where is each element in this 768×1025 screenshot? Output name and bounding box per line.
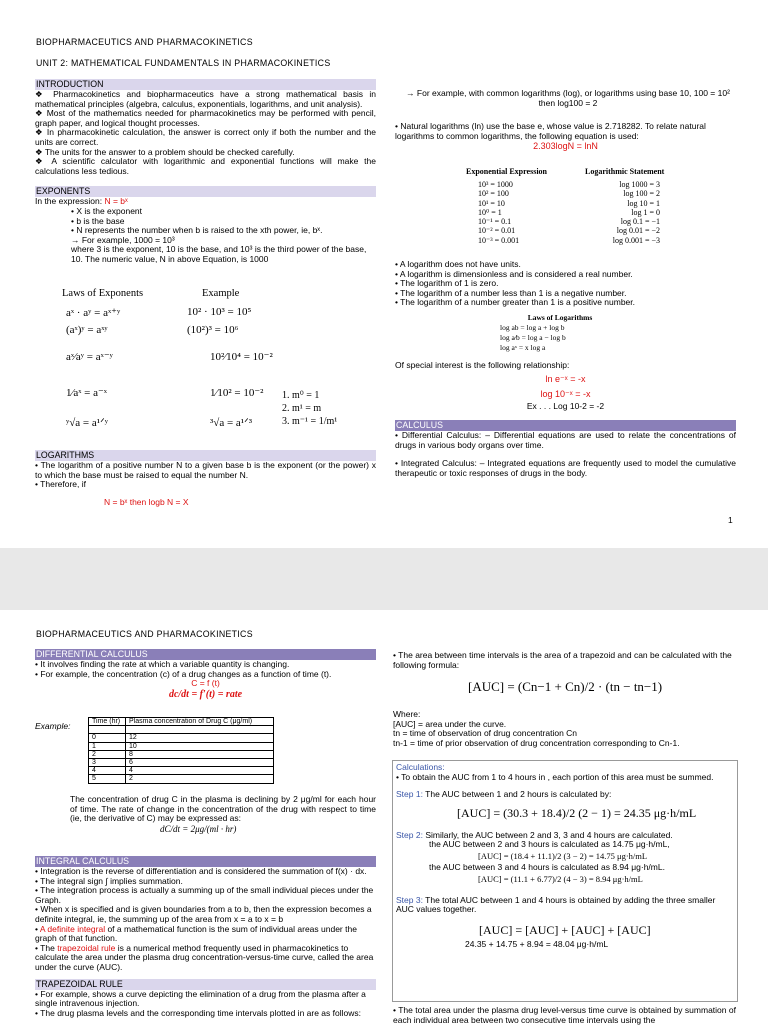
text-fragment: of a mathematical function is the sum of individual areas under the graph of that function. xyxy=(35,923,357,944)
log-row: log 0.1 = −1 xyxy=(620,217,660,227)
exp-row: 10³ = 1000 xyxy=(478,180,513,189)
exponent-rule: 2. m¹ = m xyxy=(282,403,322,414)
differential-section xyxy=(35,649,376,700)
special-relationship-intro: Of special interest is the following relationship: xyxy=(395,360,570,370)
unit-title: UNIT 2: MATHEMATICAL FUNDAMENTALS IN PHARMACOKINETICS xyxy=(36,58,331,68)
exp-row: 10² = 100 xyxy=(478,189,509,199)
table-cell: 1 xyxy=(89,742,126,750)
step-2a: the AUC between 2 and 3 hours is calculated as 14.75 μg·h/mL, xyxy=(429,839,670,850)
laws-of-logarithms xyxy=(500,323,566,353)
rate-equation: dC/dt = 2μg/(ml · hr) xyxy=(160,824,237,834)
calculations-title: Calculations: xyxy=(396,762,445,772)
integral-line xyxy=(35,944,376,973)
table-row xyxy=(89,750,274,758)
expression: N = bˣ xyxy=(104,196,128,207)
section-heading-introduction: INTRODUCTION xyxy=(35,79,376,90)
definition: tn-1 = time of prior observation of drug concentration corresponding to Cn-1. xyxy=(393,737,680,748)
log-fact: • The logarithm of 1 is zero. xyxy=(395,278,499,289)
exponent-law: (aˣ)ʸ = aˣʸ xyxy=(66,324,108,336)
step-2b-equation: [AUC] = (11.1 + 6.77)/2 (4 − 3) = 8.94 μg·h/mL xyxy=(478,873,643,884)
table-spacer-row xyxy=(89,726,274,734)
table-row xyxy=(89,767,274,775)
natural-log-equation: 2.303logN = lnN xyxy=(533,141,598,151)
laws-of-logarithms-title: Laws of Logarithms xyxy=(527,313,593,322)
exponent-line: where 3 is the exponent, 10 is the base, and 10³ is the third power of the base, 10. The numeric value, N in above Equation, is 1000 xyxy=(71,244,367,264)
log-relation: N = bˣ then logb N = X xyxy=(104,496,189,507)
integral-line: • The integral sign ∫ implies summation. xyxy=(35,875,183,886)
laws-of-exponents-header: Laws of Exponents xyxy=(62,288,144,299)
running-title: BIOPHARMACEUTICS AND PHARMACOKINETICS xyxy=(36,629,253,639)
exp-row: 10¹ = 10 xyxy=(478,198,505,208)
integral-line: • Integration is the reverse of differentiation and is considered the summation of f(x) · dx. xyxy=(35,866,367,876)
logarithm-line: • Therefore, if xyxy=(35,479,87,490)
step-3-sum: 24.35 + 14.75 + 8.94 = 48.04 μg·h/mL xyxy=(465,938,609,949)
integrated-calculus-text: • Integrated Calculus: – Integrated equations are frequently used to model the cumulative therapeutic or toxic responses of drugs in the body. xyxy=(395,458,736,478)
concentration-table xyxy=(88,717,274,784)
logarithm-line: • The logarithm of a positive number N to a given base b is the exponent (or the power) x to which the base must be raised to equal the number N. xyxy=(35,460,376,480)
special-relationship-example: Ex . . . Log 10-2 = -2 xyxy=(526,401,605,411)
exponent-line: • X is the exponent xyxy=(71,205,143,216)
step-text: The AUC between 1 and 2 hours is calculated by: xyxy=(425,789,612,800)
exponent-example: 1⁄10² = 10⁻² xyxy=(210,387,264,399)
text-fragment: is a numerical method frequently used in pharmacokinetics to calculate the area under the plasma drug concentration-versus-time curve, called the area under the curve (AUC). xyxy=(35,942,374,972)
definition: [AUC] = area under the curve. xyxy=(393,718,507,729)
log-row: log 1000 = 3 xyxy=(619,180,660,189)
table-cell: 8 xyxy=(126,750,274,758)
differential-calculus-text: • Differential Calculus: – Differential equations are used to relate the concentrations of drugs in various body organs over time. xyxy=(395,430,736,450)
exp-row: 10⁻³ = 0.001 xyxy=(478,235,520,245)
trapezoidal-rule-term: trapezoidal rule xyxy=(57,942,116,953)
table-row xyxy=(89,775,274,783)
intro-bullet: ❖ The units for the answer to a problem should be checked carefully. xyxy=(35,146,295,157)
exponent-rule: 3. m⁻¹ = 1/m¹ xyxy=(282,416,338,427)
exp-row: 10⁻¹ = 0.1 xyxy=(478,217,512,227)
page-number: 1 xyxy=(728,515,733,525)
integral-section xyxy=(35,856,376,1018)
special-relationship-ln: ln e⁻ˣ = -x xyxy=(545,374,586,384)
exponent-law: aˣ · aʸ = aˣ⁺ʸ xyxy=(66,307,121,319)
natural-log-text: • Natural logarithms (ln) use the base e, whose value is 2.718282. To relate natural logarithms to common logarithms, the following equation is used: xyxy=(395,121,706,141)
step-2b: the AUC between 3 and 4 hours is calculated as 8.94 μg·h/mL. xyxy=(429,861,665,872)
calculations-intro: • To obtain the AUC from 1 to 4 hours in , each portion of this area must be summed. xyxy=(396,771,714,782)
special-relationship-log: log 10⁻ˣ = -x xyxy=(540,389,591,399)
step-1-equation: [AUC] = (30.3 + 18.4)/2 (2 − 1) = 24.35 μg·h/mL xyxy=(457,805,697,820)
exponent-example: (10²)³ = 10⁶ xyxy=(187,324,239,336)
log-row: log 1 = 0 xyxy=(631,207,660,217)
decline-text: The concentration of drug C in the plasma is declining by 2 μg/ml for each hour of time. The rate of change in the concentration of the drug with respect to time (ie, the derivative of C) may be expressed as: xyxy=(70,794,376,824)
calculus-section xyxy=(395,420,736,478)
table-header: Time (hr) xyxy=(89,718,126,726)
common-log-example xyxy=(400,89,736,108)
step-text: Similarly, the AUC between 2 and 3, 3 and 4 hours are calculated. xyxy=(425,829,673,840)
left-column xyxy=(35,79,376,265)
intro-bullet: ❖ Pharmacokinetics and biopharmaceutics have a strong mathematical basis in mathematical principles (algebra, calculus, exponentials, logarithms, and unit analysis). xyxy=(35,89,376,109)
step-label: Step 1: xyxy=(396,789,423,800)
exp-row: 10⁻² = 0.01 xyxy=(478,226,516,236)
log-facts xyxy=(395,260,736,308)
exponent-law: ʸ√a = a¹ᐟʸ xyxy=(66,417,108,429)
exp-expression-header: Exponential Expression xyxy=(466,167,547,176)
table-cell: 2 xyxy=(89,750,126,758)
definite-integral-term: A definite integral xyxy=(39,923,106,934)
table-cell: 4 xyxy=(126,767,274,775)
table-cell: 0 xyxy=(89,734,126,742)
step-label: Step 3: xyxy=(396,894,423,905)
total-area-text: • The total area under the plasma drug level-versus time curve is obtained by summation of each individual area between two consecutive time intervals using the xyxy=(393,1005,736,1025)
running-title: BIOPHARMACEUTICS AND PHARMACOKINETICS xyxy=(36,37,253,47)
log-law: log aˣ = x log a xyxy=(500,343,546,352)
example-label: Example: xyxy=(35,721,71,731)
exponent-example: 10² · 10³ = 10⁵ xyxy=(187,306,252,318)
step-3-equation: [AUC] = [AUC] + [AUC] + [AUC] xyxy=(479,922,651,937)
exponent-example: ³√a = a¹ᐟ³ xyxy=(210,417,253,429)
log-row: log 100 = 2 xyxy=(623,189,660,199)
where-label: Where: xyxy=(393,709,421,719)
trap-line: • The drug plasma levels and the corresponding time intervals plotted in are as follows: xyxy=(35,1007,361,1018)
log-fact: • A logarithm does not have units. xyxy=(395,259,521,269)
table-row xyxy=(89,734,274,742)
log-row: log 0.001 = −3 xyxy=(612,235,660,245)
text-fragment: • The xyxy=(35,942,58,953)
integral-line: • The integration process is actually a summing up of the small individual pieces under the Graph. xyxy=(35,885,374,905)
table-cell: 5 xyxy=(89,775,126,783)
diff-line: • For example, the concentration (c) of a drug changes as a function of time (t). xyxy=(35,668,332,679)
page-gap xyxy=(0,548,768,610)
section-heading-calculus: CALCULUS xyxy=(395,420,736,431)
step-2 xyxy=(393,821,737,841)
definition: tn = time of observation of drug concentration Cn xyxy=(393,728,578,739)
table-cell: 2 xyxy=(126,775,274,783)
section-heading-exponents: EXPONENTS xyxy=(35,186,376,197)
trap-line: • For example, shows a curve depicting the elimination of a drug from the plasma after a single intravenous injection. xyxy=(35,988,366,1009)
definitions xyxy=(393,710,736,748)
section-heading-logarithms: LOGARITHMS xyxy=(35,450,376,461)
exponent-line: • b is the base xyxy=(71,215,125,226)
expression-prefix: In the expression: xyxy=(35,196,105,207)
log-row: log 10 = 1 xyxy=(627,198,660,208)
step-label: Step 2: xyxy=(396,829,423,840)
section-heading-integral-calculus: INTEGRAL CALCULUS xyxy=(35,856,376,867)
exponent-rule: 1. m⁰ = 1 xyxy=(282,390,320,401)
diff-line: • It involves finding the rate at which a variable quantity is changing. xyxy=(35,659,290,669)
area-intro: • The area between time intervals is the area of a trapezoid and can be calculated with the following formula: xyxy=(393,650,732,670)
exponent-example: 10²⁄10⁴ = 10⁻² xyxy=(210,351,273,363)
log-law: log a⁄b = log a − log b xyxy=(500,333,566,342)
text-fragment: • xyxy=(35,923,40,934)
step-3 xyxy=(393,884,737,915)
integral-line xyxy=(35,925,376,944)
log-fact: • A logarithm is dimensionless and is considered a real number. xyxy=(395,268,633,279)
exponent-law: 1⁄aˣ = a⁻ˣ xyxy=(66,387,107,399)
log-row: log 0.01 = −2 xyxy=(616,226,660,236)
log-law: log ab = log a + log b xyxy=(500,323,565,332)
log-statement-header: Logarithmic Statement xyxy=(585,167,665,176)
table-row xyxy=(89,758,274,766)
table-header-row xyxy=(89,718,274,726)
exp-row: 10⁰ = 1 xyxy=(478,207,502,217)
exponent-line: • N represents the number when b is raised to the xth power, ie, bˣ. xyxy=(71,225,323,236)
calculations-box xyxy=(392,760,738,1002)
integral-line: • When x is specified and is given boundaries from a to b, then the expression becomes a definite integral, ie, the summing up of the area from x = a to x = b xyxy=(35,904,372,924)
log-statement-list xyxy=(598,180,660,245)
example-header: Example xyxy=(202,288,240,299)
table-cell: 6 xyxy=(126,758,274,766)
table-cell: 4 xyxy=(89,767,126,775)
intro-bullet: ❖ A scientific calculator with logarithmic and exponential functions will make the calculations less tedious. xyxy=(35,156,376,176)
step-2a-equation: [AUC] = (18.4 + 11.1)/2 (3 − 2) = 14.75 μg·h/mL xyxy=(478,850,648,861)
log-fact: • The logarithm of a number greater than 1 is a positive number. xyxy=(395,297,636,308)
table-header: Plasma concentration of Drug C (μg/ml) xyxy=(126,718,274,726)
trapezoid-formula: [AUC] = (Cn−1 + Cn)/2 · (tn − tn−1) xyxy=(468,679,663,694)
common-log-example-text: → For example, with common logarithms (log), or logarithms using base 10, 100 = 10² then log100 = 2 xyxy=(406,88,730,108)
step-text: The total AUC between 1 and 4 hours is obtained by adding the three smaller AUC values together. xyxy=(396,894,716,915)
table-cell: 3 xyxy=(89,758,126,766)
intro-bullet: ❖ In pharmacokinetic calculation, the answer is correct only if both the number and the units are correct. xyxy=(35,127,376,147)
page-2 xyxy=(0,610,768,1024)
intro-bullet: ❖ Most of the mathematics needed for pharmacokinetics may be performed with pencil, graph paper, and logical thought processes. xyxy=(35,108,376,128)
dc-dt-equation: dc/dt = f′(t) = rate xyxy=(168,688,243,700)
table-cell: 10 xyxy=(126,742,274,750)
table-cell: 12 xyxy=(126,734,274,742)
section-heading-trapezoidal-rule: TRAPEZOIDAL RULE xyxy=(35,979,376,990)
c-equals-ft: C = f (t) xyxy=(191,678,220,689)
logarithms-section xyxy=(35,450,376,507)
exp-expression-list xyxy=(478,180,558,245)
table-row xyxy=(89,742,274,750)
step-1 xyxy=(393,782,737,800)
log-fact: • The logarithm of a number less than 1 is a negative number. xyxy=(395,287,627,298)
exponent-law: aˣ⁄aʸ = aˣ⁻ʸ xyxy=(66,351,113,363)
section-heading-differential-calculus: DIFFERENTIAL CALCULUS xyxy=(35,649,376,660)
exponent-line: → For example, 1000 = 10³ xyxy=(71,234,175,245)
